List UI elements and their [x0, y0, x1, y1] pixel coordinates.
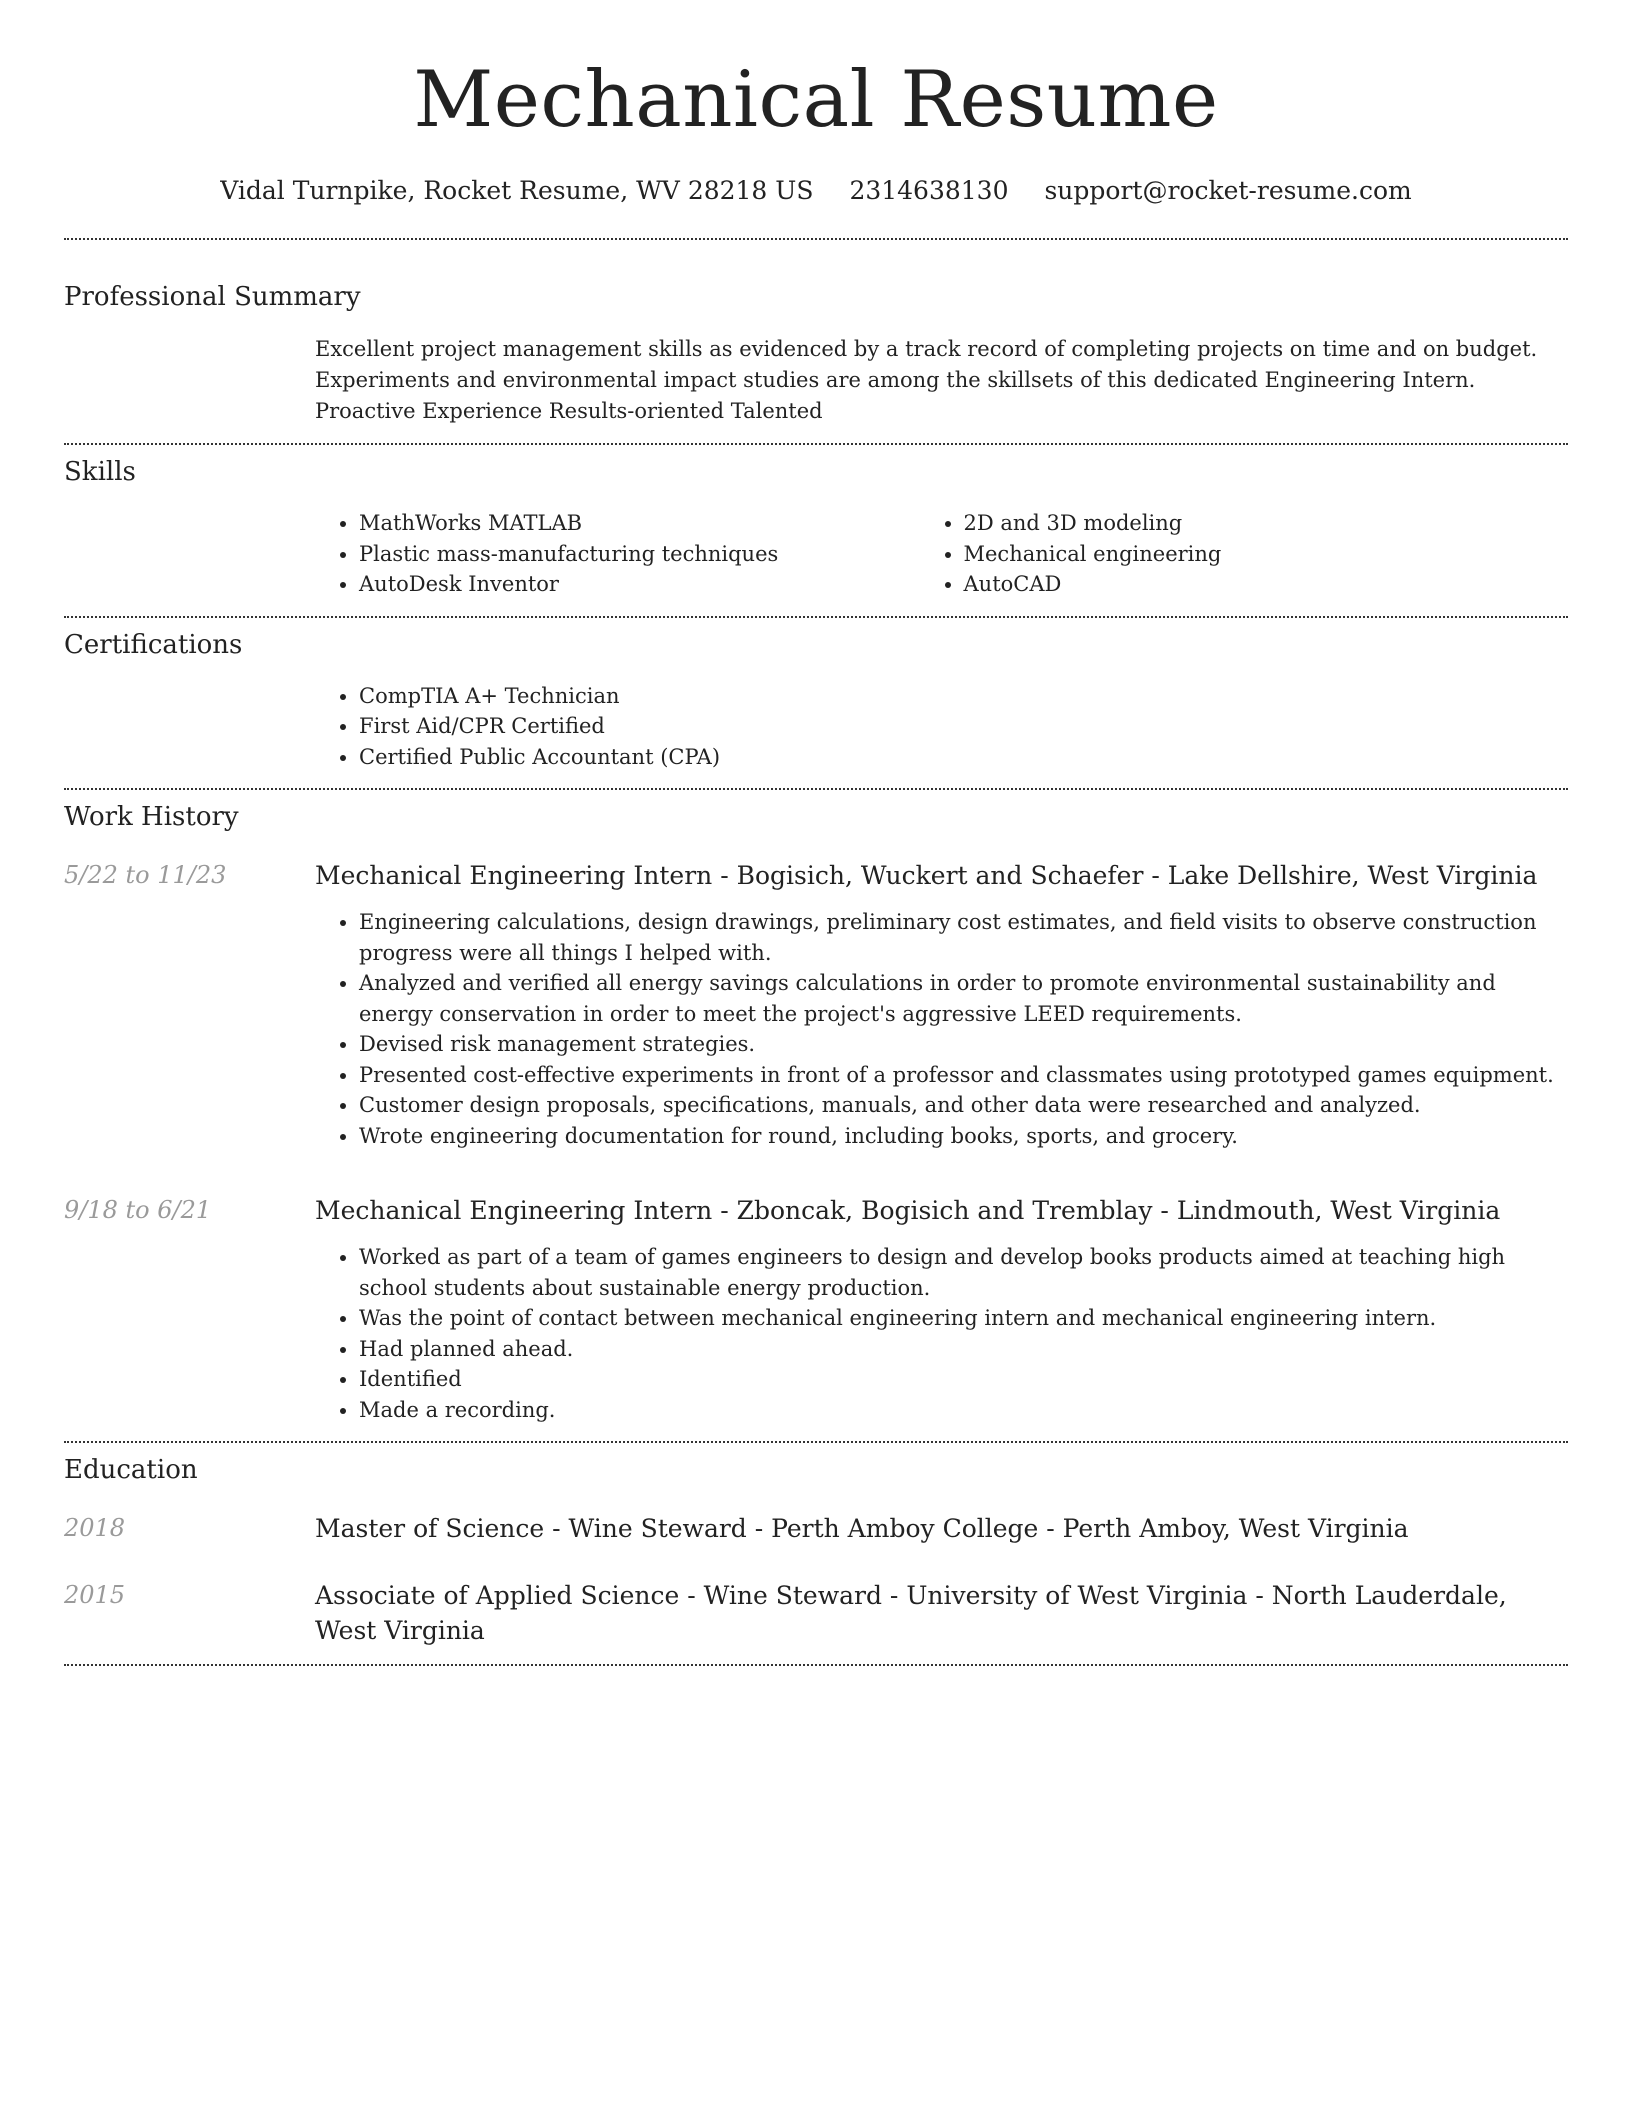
job-bullet: • Identified: [359, 1364, 1568, 1395]
skill-item: • 2D and 3D modeling: [964, 508, 1569, 539]
skill-item: • AutoDesk Inventor: [359, 569, 964, 600]
certification-item: • First Aid/CPR Certified: [359, 711, 1568, 742]
contact-email: support@rocket-resume.com: [1044, 176, 1412, 205]
resume-title: Mechanical Resume: [413, 55, 1219, 145]
job-bullet: • Wrote engineering documentation for round, including books, sports, and grocery.: [359, 1121, 1568, 1152]
job-bullet: • Made a recording.: [359, 1395, 1568, 1426]
education-entry: [64, 1511, 1568, 1546]
job-bullets: [359, 907, 1568, 1151]
certifications-list: [359, 681, 1568, 773]
job-bullet: • Worked as part of a team of games engineers to design and develop books products aimed at teaching high school students about sustainable energy production.: [359, 1242, 1568, 1303]
job-bullet: • Customer design proposals, specifications, manuals, and other data were researched and analyzed.: [359, 1090, 1568, 1121]
skill-item: • Mechanical engineering: [964, 539, 1569, 570]
skill-item: • AutoCAD: [964, 569, 1569, 600]
job-dates: 9/18 to 6/21: [64, 1196, 212, 1224]
job-heading: Mechanical Engineering Intern - Bogisich, Wuckert and Schaefer - Lake Dellshire, West Virginia: [315, 861, 1538, 890]
certification-item: • CompTIA A+ Technician: [359, 681, 1568, 712]
education-entry: [64, 1578, 1568, 1648]
job-bullet: • Engineering calculations, design drawings, preliminary cost estimates, and field visits to observe construction progress were all things I helped with.: [359, 907, 1568, 968]
certification-item: • Certified Public Accountant (CPA): [359, 742, 1568, 773]
divider: [64, 1664, 1568, 1666]
education-section-title: Education: [64, 1455, 198, 1485]
job-bullet: • Presented cost-effective experiments in front of a professor and classmates using prototyped games equipment.: [359, 1060, 1568, 1091]
job-entry: [64, 858, 1568, 893]
skills-column-left: [359, 508, 964, 600]
contact-address: Vidal Turnpike, Rocket Resume, WV 28218 US: [220, 176, 814, 205]
job-heading: Mechanical Engineering Intern - Zboncak, Bogisich and Tremblay - Lindmouth, West Virginia: [315, 1196, 1501, 1225]
job-bullet: • Had planned ahead.: [359, 1334, 1568, 1365]
work-section-title: Work History: [64, 802, 239, 832]
education-heading: Associate of Applied Science - Wine Steward - University of West Virginia - North Lauderdale, West Virginia: [315, 1581, 1507, 1645]
contact-line: [64, 174, 1568, 208]
certifications-section-title: Certifications: [64, 629, 243, 660]
job-dates: 5/22 to 11/23: [64, 861, 227, 889]
job-entry: [64, 1193, 1568, 1228]
skills-list: [359, 508, 1568, 600]
summary-text: Excellent project management skills as evidenced by a track record of completing projects on time and on budget. Experiments and environmental impact studies are among the skillsets of this dedicated Engineering Intern. Proactive Experience Results-oriented Talented: [315, 337, 1538, 423]
contact-phone: 2314638130: [849, 176, 1009, 205]
skills-column-right: [964, 508, 1569, 600]
resume-page: [64, 0, 1568, 1666]
job-bullet: • Was the point of contact between mechanical engineering intern and mechanical engineering intern.: [359, 1303, 1568, 1334]
summary-section-title: Professional Summary: [64, 282, 361, 312]
job-bullets: [359, 1242, 1568, 1425]
job-bullet: • Analyzed and verified all energy savings calculations in order to promote environmental sustainability and energy conservation in order to meet the project's aggressive LEED requirements.: [359, 968, 1568, 1029]
skills-section-title: Skills: [64, 457, 136, 487]
skill-item: • MathWorks MATLAB: [359, 508, 964, 539]
education-heading: Master of Science - Wine Steward - Perth Amboy College - Perth Amboy, West Virginia: [315, 1514, 1409, 1543]
skill-item: • Plastic mass-manufacturing techniques: [359, 539, 964, 570]
education-year: 2015: [64, 1581, 126, 1609]
job-bullet: • Devised risk management strategies.: [359, 1029, 1568, 1060]
education-year: 2018: [64, 1514, 126, 1542]
